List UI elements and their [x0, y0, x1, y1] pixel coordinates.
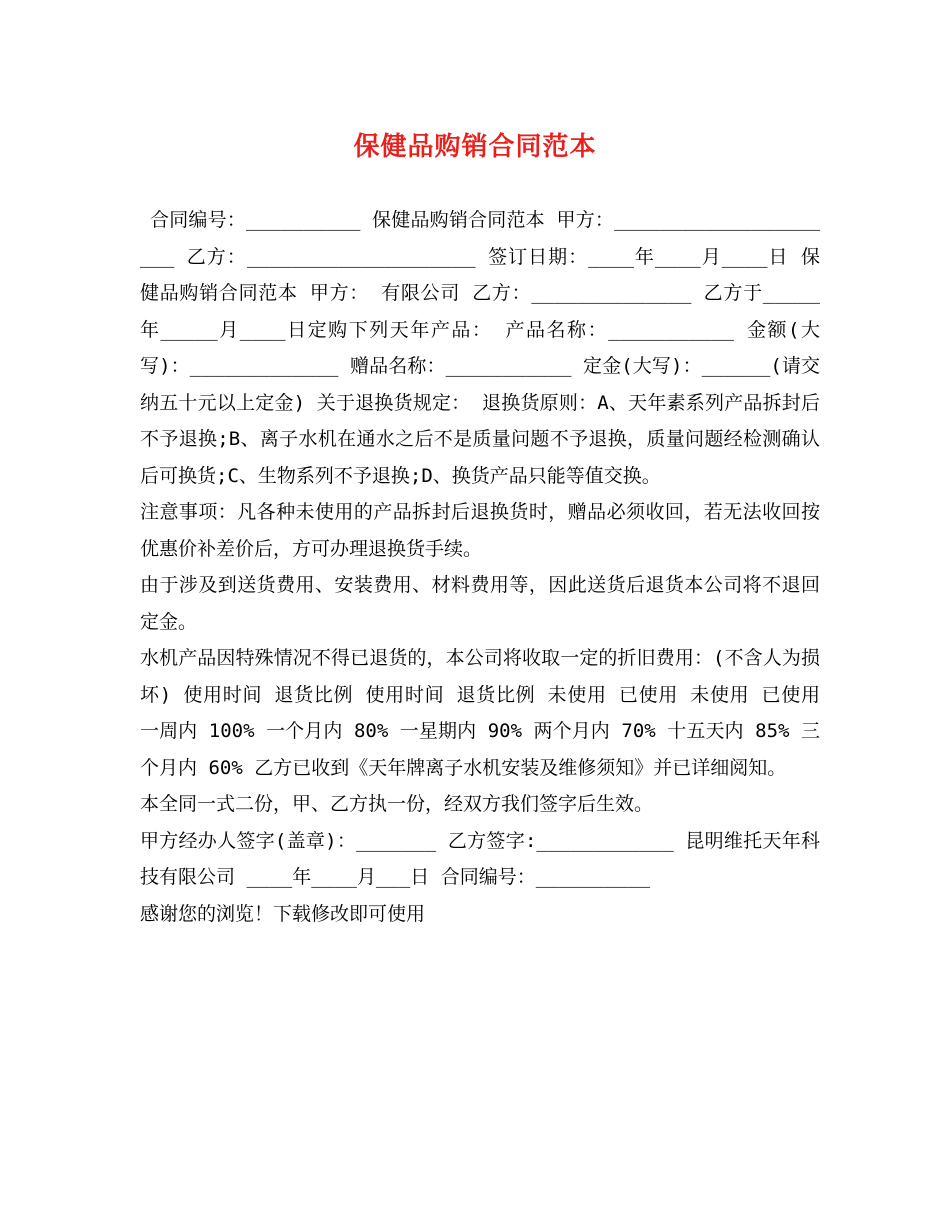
notice-paragraph: 注意事项：凡各种未使用的产品拆封后退换货时，赠品必须收回，若无法收回按优惠价补差价后，方可办理退换货手续。: [140, 501, 820, 560]
depreciation-paragraph: 水机产品因特殊情况不得已退货的，本公司将收取一定的折旧费用：(不含人为损坏) 使用时间 退货比例 使用时间 退货比例 未使用 已使用 未使用 已使用 一周内 100% 一个月内 80% 一星期内 90% 两个月内 70% 十五天内 85% 三个月内 60% 乙方已收到《天年牌离子水机安装及维修须知》并已详细阅知。: [140, 647, 820, 779]
delivery-fee-paragraph: 由于涉及到送货费用、安装费用、材料费用等，因此送货后退货本公司将不退回定金。: [140, 574, 820, 633]
copies-paragraph: 本全同一式二份，甲、乙方执一份，经双方我们签字后生效。: [140, 793, 654, 815]
document-body: [140, 202, 820, 932]
signature-paragraph: 甲方经办人签字(盖章)：_______ 乙方签字:____________ 昆明维托天年科技有限公司 ____年____月___日 合同编号：__________: [140, 829, 820, 888]
document-title: 保健品购销合同范本: [353, 132, 597, 162]
contract-header-paragraph: 合同编号：__________ 保健品购销合同范本 甲方：_____________________ 乙方：____________________ 签订日期：____年____月____日 保健品购销合同范本 甲方： 有限公司 乙方：______________ 乙方于_____年_____月____日定购下列天年产品： 产品名称：___________ 金额(大写)：_____________ 赠品名称：___________ 定金(大写)：______(请交纳五十元以上定金) 关于退换货规定： 退换货原则：A、天年素系列产品拆封后不予退换;B、离子水机在通水之后不是质量问题不予退换，质量问题经检测确认后可换货;C、生物系列不予退换;D、换货产品只能等值交换。: [140, 209, 820, 487]
thanks-paragraph: 感谢您的浏览！下载修改即可使用: [140, 902, 426, 925]
